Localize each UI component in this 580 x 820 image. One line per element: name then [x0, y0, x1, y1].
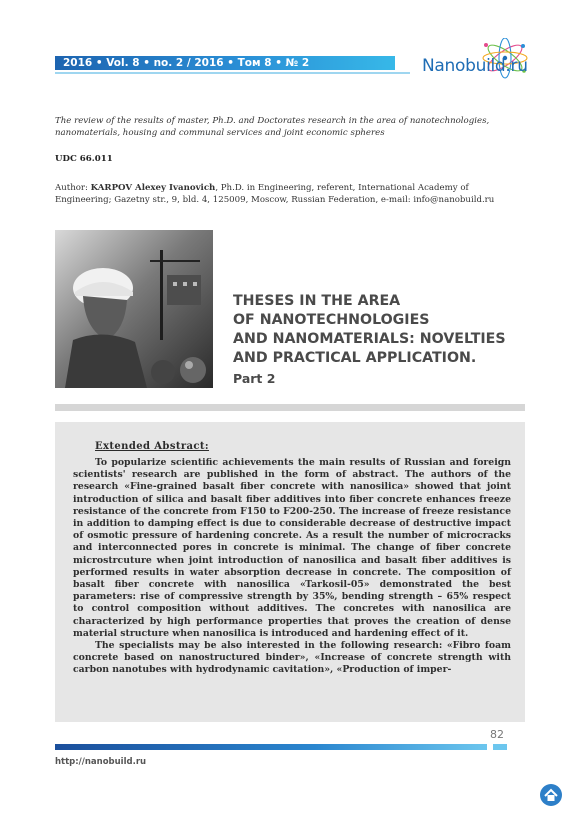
author-details: , Ph.D. in Engineering, referent, International Academy of Engineering; Gazetny str., 9, bld. 4, 125009, Moscow, Russian Federation, e-mail: info@nanobuild.ru: [55, 183, 495, 205]
article-photo-collage: [55, 230, 213, 388]
footer-bar: [55, 744, 487, 750]
section-separator: [55, 404, 525, 411]
logo-text: Nanobuild.ru: [422, 56, 528, 76]
abstract-paragraph-1: To popularize scientific achievements the main results of Russian and foreign scientists' research are published in the form of abstract. The authors of the research «Fine-grained basalt fiber concrete with nanosilica» showed that joint introduction of silica and basalt fiber additives into fiber concrete enhances freeze resistance of the concrete from F150 to F200-250. The increase of freeze resistance in addition to damping effect is due to considerable decrease of destructive impact of osmotic pressure of hardening concrete. As a result the number of microcracks and interconnected pores in concrete is minimal. The change of fiber concrete microstrcuture when joint introduction of nanosilica and basalt fiber additives is performed results in water absorption decrease in concrete. The composition of basalt fiber concrete with nanosilica «Tarkosil-05» demonstrated the best parameters: rise of compressive strength by 35%, bending strength – 65% respect to control composition without additives. The concretes with nanosilica are characterized by high performance properties that proves the creation of dense material structure when nanosilica is introduced and hardening effect of it.: [73, 457, 511, 639]
site-link[interactable]: http://nanobuild.ru: [55, 757, 147, 767]
abstract-paragraph-2: The specialists may be also interested in the following research: «Fibro foam concrete based on nanostructured binder», «Increase of concrete strength with carbon nanotubes with hydrodynamic cavitation», «Production of imper-: [73, 640, 511, 676]
author-name: KARPOV Alexey Ivanovich: [90, 183, 216, 193]
home-icon: [540, 784, 562, 806]
title-part: Part 2: [233, 371, 276, 386]
page-number: 82: [490, 728, 504, 741]
home-button[interactable]: [540, 784, 562, 806]
photo-illustration: [55, 230, 213, 388]
header-divider: [55, 72, 410, 74]
udc-code: UDC 66.011: [55, 154, 113, 164]
title-line-4: AND PRACTICAL APPLICATION.: [233, 350, 477, 366]
author-info: [55, 182, 525, 206]
title-line-2: OF NANOTECHNOLOGIES: [233, 312, 430, 328]
issue-info: 2016 • Vol. 8 • no. 2 / 2016 • Том 8 • № 2: [63, 57, 310, 69]
journal-section-intro: The review of the results of master, Ph.D. and Doctorates research in the area of nanotechnologies, nanomaterials, housing and communal services and joint economic spheres: [55, 116, 490, 138]
title-line-3: AND NANOMATERIALS: NOVELTIES: [233, 331, 506, 347]
footer-bar-accent: [493, 744, 507, 750]
abstract-heading: Extended Abstract:: [95, 441, 210, 452]
author-label: Author:: [55, 183, 91, 193]
journal-issue-band: [55, 56, 395, 70]
article-title: [233, 292, 533, 388]
nanobuild-logo[interactable]: [420, 38, 535, 86]
abstract-text: [73, 457, 511, 677]
title-line-1: THESES IN THE AREA: [233, 293, 401, 309]
